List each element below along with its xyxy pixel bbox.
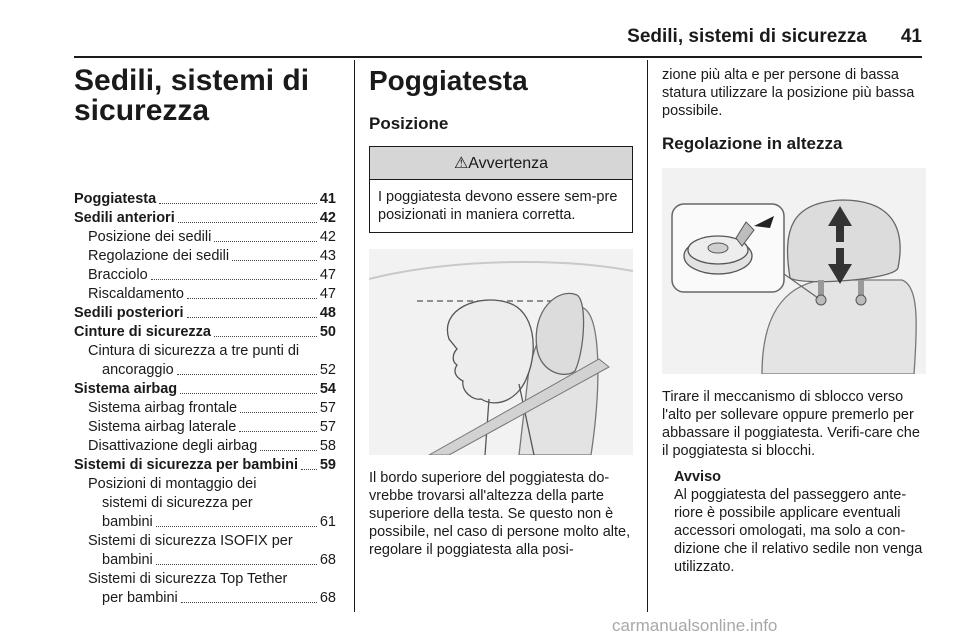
toc-item[interactable]: Disattivazione degli airbag 58 <box>88 438 336 454</box>
chapter-title: Sedili, sistemi di sicurezza <box>74 64 310 127</box>
toc-item[interactable]: Sistema airbag 54 <box>74 381 336 397</box>
headrest-paragraph-continued: zione più alta e per persone di bassa statura utilizzare la posizione più bassa possibile. <box>662 67 915 119</box>
page-number: 41 <box>900 26 922 47</box>
warning-box <box>369 146 633 233</box>
toc-item[interactable]: Riscaldamento 47 <box>88 286 336 302</box>
toc-item[interactable]: Posizione dei sedili 42 <box>88 229 336 245</box>
height-column <box>662 66 926 576</box>
table-of-contents <box>74 190 336 608</box>
headrest-position-illustration <box>369 249 633 455</box>
toc-item[interactable]: Sistemi di sicurezza per bambini 59 <box>74 457 336 473</box>
toc-item[interactable]: Poggiatesta 41 <box>74 191 336 207</box>
warning-text: I poggiatesta devono essere sem-pre posizionati in maniera corretta. <box>378 189 618 223</box>
height-paragraph: Tirare il meccanismo di sblocco verso l'alto per sollevare oppure premerlo per abbassare il poggiatesta. Verifi-care che il poggiatesta si blocchi. <box>662 389 920 459</box>
toc-item[interactable]: Regolazione dei sedili 43 <box>88 248 336 264</box>
warning-label: Avvertenza <box>468 155 549 172</box>
headrest-column <box>369 66 633 559</box>
header-rule <box>74 56 922 58</box>
toc-item[interactable]: Sedili posteriori 48 <box>74 305 336 321</box>
toc-item-line[interactable]: Sistemi di sicurezza ISOFIX per <box>88 533 293 549</box>
headrest-paragraph: Il bordo superiore del poggiatesta do-vrebbe trovarsi all'altezza della parte superiore della testa. Se questo non è possibile, nel caso di persone molto alte, regolare il poggiatesta alla posi- <box>369 470 631 558</box>
header-title: Sedili, sistemi di sicurezza <box>627 26 867 47</box>
toc-item[interactable]: Cinture di sicurezza 50 <box>74 324 336 340</box>
toc-item[interactable]: Sedili anteriori 42 <box>74 210 336 226</box>
toc-item-line[interactable]: Posizioni di montaggio dei <box>88 476 257 492</box>
column-divider-1 <box>354 60 355 612</box>
toc-item[interactable]: Sistema airbag laterale 57 <box>88 419 336 435</box>
section-subtitle: Posizione <box>369 114 449 133</box>
toc-item-line[interactable]: Sistemi di sicurezza Top Tether <box>88 571 288 587</box>
section-title: Poggiatesta <box>369 65 528 96</box>
height-adjust-illustration <box>662 168 926 374</box>
note-text: Al poggiatesta del passeggero ante-riore è possibile applicare eventuali accessori omologati, ma solo a con-dizione che il relativo sedile non venga utilizzato. <box>674 487 923 575</box>
toc-item-line[interactable]: Cintura di sicurezza a tre punti di <box>88 343 300 359</box>
toc-item-line[interactable]: sistemi di sicurezza per <box>102 495 253 511</box>
toc-item[interactable]: Sistema airbag frontale 57 <box>88 400 336 416</box>
toc-column <box>74 66 336 608</box>
note-box <box>662 468 926 576</box>
toc-item[interactable]: ancoraggio 52 <box>102 362 336 378</box>
warning-icon: ⚠ <box>453 155 469 172</box>
height-subtitle: Regolazione in altezza <box>662 134 843 153</box>
toc-item[interactable]: Bracciolo 47 <box>88 267 336 283</box>
toc-item[interactable]: per bambini 68 <box>102 590 336 606</box>
running-header <box>627 26 922 48</box>
column-divider-2 <box>647 60 648 612</box>
watermark: carmanualsonline.info <box>612 616 778 635</box>
toc-item[interactable]: bambini 68 <box>102 552 336 568</box>
warning-header <box>370 147 632 180</box>
toc-item[interactable]: bambini 61 <box>102 514 336 530</box>
note-title: Avviso <box>674 469 722 485</box>
